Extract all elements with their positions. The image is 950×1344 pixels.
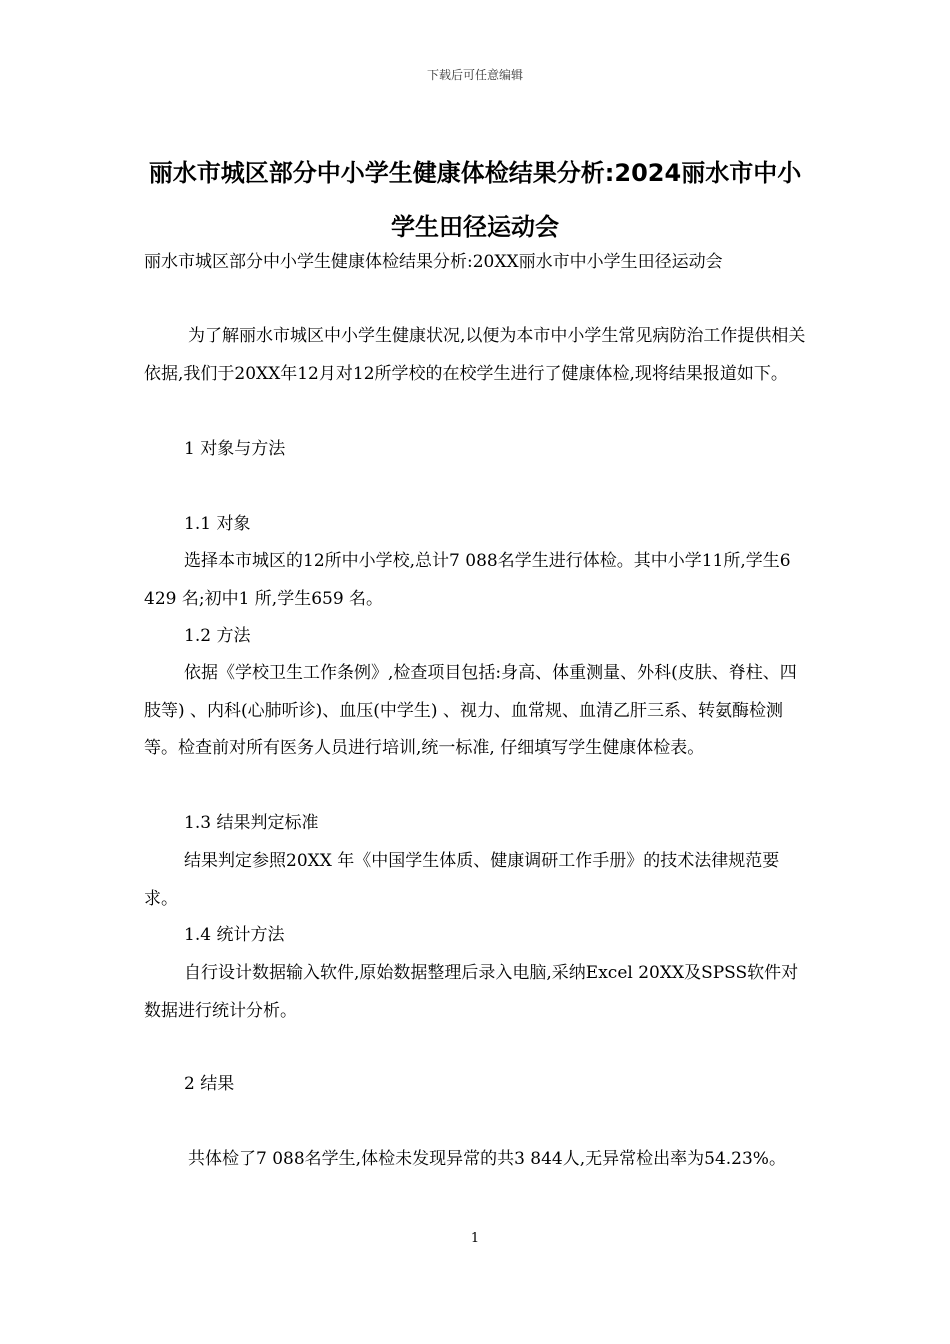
section-heading-1-3: 1.3 结果判定标准 <box>184 813 319 833</box>
document-subtitle: 丽水市城区部分中小学生健康体检结果分析:20XX丽水市中小学生田径运动会 <box>144 252 723 272</box>
section-heading-2: 2 结果 <box>184 1074 235 1094</box>
intro-paragraph: 为了解丽水市城区中小学生健康状况,以便为本市中小学生常见病防治工作提供相关依据,我们于20XX年12月对12所学校的在校学生进行了健康体检,现将结果报道如下。 <box>144 326 806 384</box>
section-2-paragraph: 共体检了7 088名学生,体检未发现异常的共3 844人,无异常检出率为54.23%。 <box>188 1149 786 1169</box>
section-heading-1-4: 1.4 统计方法 <box>184 925 285 945</box>
page-number: 1 <box>470 1231 480 1246</box>
section-1-4-paragraph: 自行设计数据输入软件,原始数据整理后录入电脑,采纳Excel 20XX及SPSS软件对数据进行统计分析。 <box>144 963 799 1021</box>
document-title: 丽水市城区部分中小学生健康体检结果分析:2024丽水市中小学生田径运动会 <box>148 159 802 241</box>
section-heading-1: 1 对象与方法 <box>184 439 286 459</box>
section-1-3-paragraph: 结果判定参照20XX 年《中国学生体质、健康调研工作手册》的技术法律规范要求。 <box>144 851 780 909</box>
section-heading-1-1: 1.1 对象 <box>184 514 251 534</box>
header-note: 下载后可任意编辑 <box>426 68 523 82</box>
section-heading-1-2: 1.2 方法 <box>184 626 251 646</box>
section-1-2-paragraph: 依据《学校卫生工作条例》,检查项目包括:身高、体重测量、外科(皮肤、脊柱、四肢等) 、内科(心肺听诊)、血压(中学生) 、视力、血常规、血清乙肝三系、转氨酶检测等。检查前对所有医务人员进行培训,统一标准, 仔细填写学生健康体检表。 <box>144 663 797 758</box>
section-1-1-paragraph: 选择本市城区的12所中小学校,总计7 088名学生进行体检。其中小学11所,学生6 429 名;初中1 所,学生659 名。 <box>144 551 791 609</box>
